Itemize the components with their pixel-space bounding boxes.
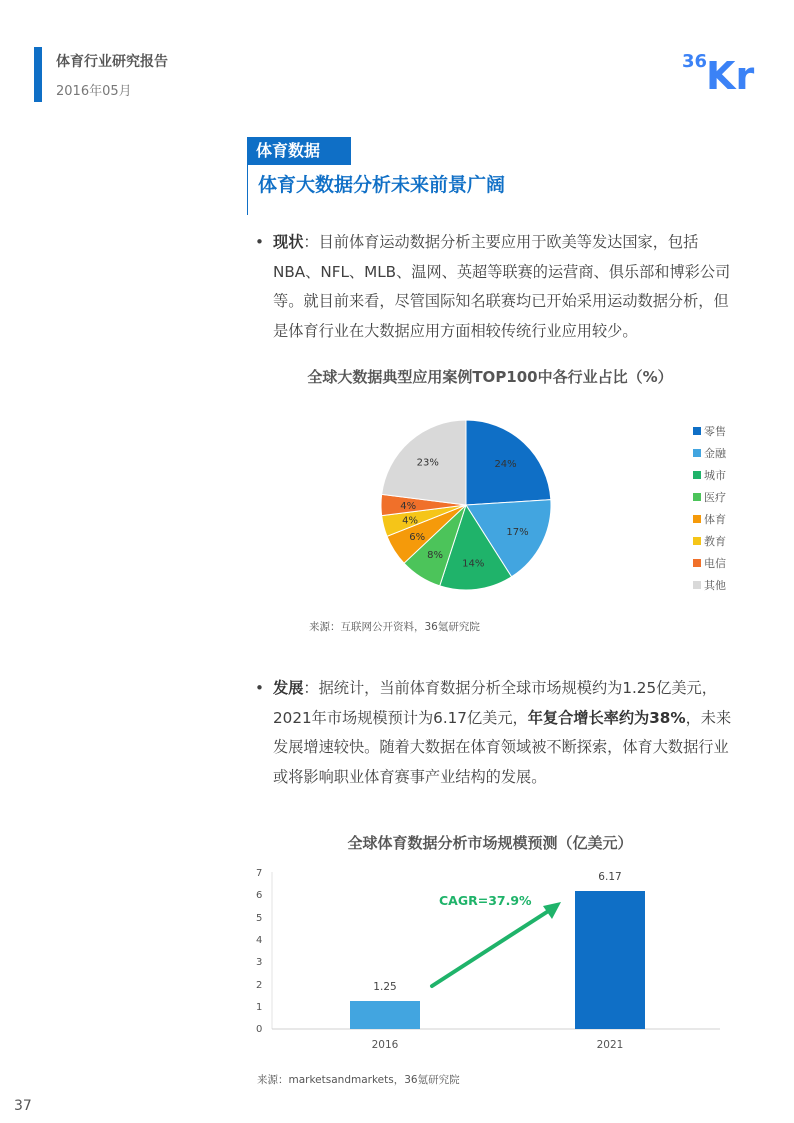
bullet-icon: • [255,679,264,697]
x-tick-label: 2016 [371,1039,399,1051]
section-divider-line [247,165,248,215]
legend-item [693,574,726,596]
legend-label: 电信 [704,557,726,570]
legend-swatch [693,581,701,589]
legend-swatch [693,493,701,501]
pie-source-note: 来源：互联网公开资料，36氪研究院 [309,621,480,633]
legend-item [693,464,726,486]
legend-swatch [693,559,701,567]
legend-swatch [693,449,701,457]
para-highlight: 年复合增长率约为38% [527,708,686,727]
section-tag: 体育数据 [247,137,351,165]
legend-item [693,508,726,530]
para-text: ，未来发展增速较快。随着大数据在体育领域被不断探索，体育大数据行业或将影响职业体育赛事产业结构的发展。 [273,708,732,786]
para-lead: 发展 [273,679,304,697]
pie-slice-label: 4% [402,515,418,527]
report-date: 2016年05月 [56,84,132,99]
legend-label: 金融 [704,447,726,460]
bar-chart-title: 全球体育数据分析市场规模预测（亿美元） [347,834,633,852]
legend-item [693,486,726,508]
legend-swatch [693,537,701,545]
legend-label: 医疗 [704,491,726,504]
legend-label: 其他 [704,579,726,592]
svg-text:0: 0 [256,1024,263,1035]
page-number: 37 [14,1098,32,1114]
legend-item [693,442,726,464]
legend-label: 城市 [704,469,726,482]
para-separator: ： [303,679,319,697]
pie-slice-label: 6% [409,531,426,543]
cagr-annotation: CAGR=37.9% [439,893,532,908]
x-tick-label: 2021 [596,1039,624,1051]
report-title: 体育行业研究报告 [56,54,168,70]
svg-text:2: 2 [256,980,263,991]
svg-text:7: 7 [256,868,263,879]
bar-source-note: 来源：marketsandmarkets，36氪研究院 [257,1074,460,1086]
bar-value-label: 6.17 [598,871,622,883]
pie-slice-label: 17% [506,527,529,539]
pie-chart-title: 全球大数据典型应用案例TOP100中各行业占比（%） [307,368,673,386]
paragraph-status [255,228,740,346]
legend-item [693,552,726,574]
logo-36-text: 36 [682,51,708,72]
para-text: 目前体育运动数据分析主要应用于欧美等发达国家，包括NBA、NFL、MLB、温网、英超等联赛的运营商、俱乐部和博彩公司等。就目前来看，尽管国际知名联赛均已开始采用运动数据分析，但是体育行业在大数据应用方面相较传统行业应用较少。 [273,233,731,340]
bar-value-label: 1.25 [373,981,397,993]
bar-2016 [350,1001,420,1029]
pie-slice-label: 23% [416,457,439,469]
svg-text:4: 4 [256,935,263,946]
svg-text:6: 6 [256,890,263,901]
pie-slice-label: 4% [400,501,417,512]
para-text: 据统计，当前体育数据分析全球市场规模约为1.25亿美元，2021年市场规模预计为6.17亿美元， [273,679,717,727]
section-title: 体育大数据分析未来前景广阔 [258,174,506,196]
legend-swatch [693,515,701,523]
legend-label: 教育 [704,535,726,548]
pie-slice-label: 8% [427,549,443,561]
bar-chart [245,860,735,1060]
para-separator: ： [303,233,319,251]
pie-slice-label: 14% [462,558,485,570]
bar-2021 [575,891,645,1029]
legend-label: 体育 [704,513,726,526]
svg-text:5: 5 [256,913,263,924]
pie-legend [693,420,726,596]
legend-label: 零售 [704,425,726,438]
legend-swatch [693,427,701,435]
legend-item [693,530,726,552]
bullet-icon: • [255,233,264,251]
legend-item [693,420,726,442]
legend-swatch [693,471,701,479]
header-accent-bar [34,47,42,102]
36kr-logo [680,45,765,97]
para-lead: 现状 [273,233,304,251]
svg-text:3: 3 [256,957,263,968]
y-axis-ticks [256,868,262,1035]
logo-kr-text: Kr [706,54,755,93]
growth-arrow-icon [432,902,561,986]
pie-slice-label: 24% [494,458,517,470]
pie-chart [370,410,570,600]
paragraph-development [255,674,740,792]
svg-text:1: 1 [256,1002,263,1013]
